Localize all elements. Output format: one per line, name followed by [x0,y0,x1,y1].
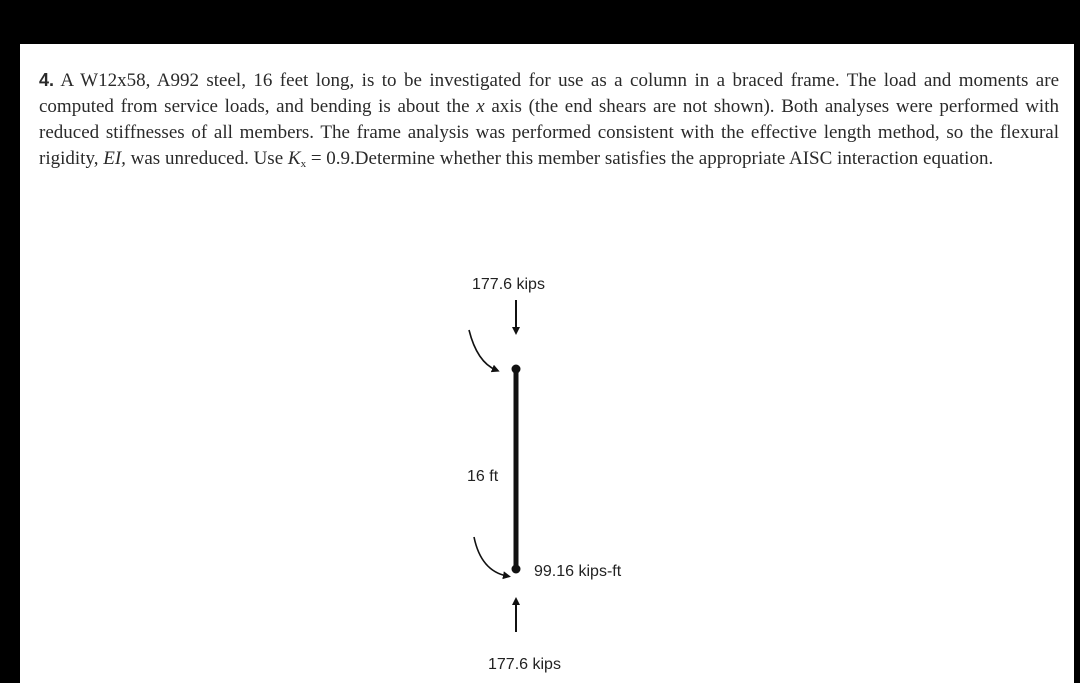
bottom-load-label: 177.6 kips [488,656,561,673]
moment-label: 99.16 kips-ft [534,563,622,580]
k-subscript: x [300,158,307,170]
length-label: 16 ft [467,468,499,485]
problem-number: 4. [39,70,55,90]
top-moment-arrow [469,330,496,370]
bottom-pin-joint [512,565,521,574]
problem-text-part-2: axis (the end shears are not shown). Both analyses were performed with reduced stiffnesses of all members. The frame analysis was performed consistent with the effective length method, so the flexural rigidity, [39,96,1059,169]
bottom-moment-arrow [474,537,507,576]
problem-text-part-3: was unreduced. Use [125,148,288,169]
axis-variable: x [476,96,485,117]
problem-text-part-4: = 0.9.Determine whether this member satisfies the appropriate AISC interaction equation. [306,148,994,169]
problem-text-part-1: A W12x58, A992 steel, 16 feet long, is to be investigated for use as a column in a braced frame. The load and moments are computed from service loads, and bending is about the [39,70,1059,117]
k-variable: K [287,148,301,169]
top-load-label: 177.6 kips [472,276,545,293]
ei-variable: EI, [103,148,126,169]
